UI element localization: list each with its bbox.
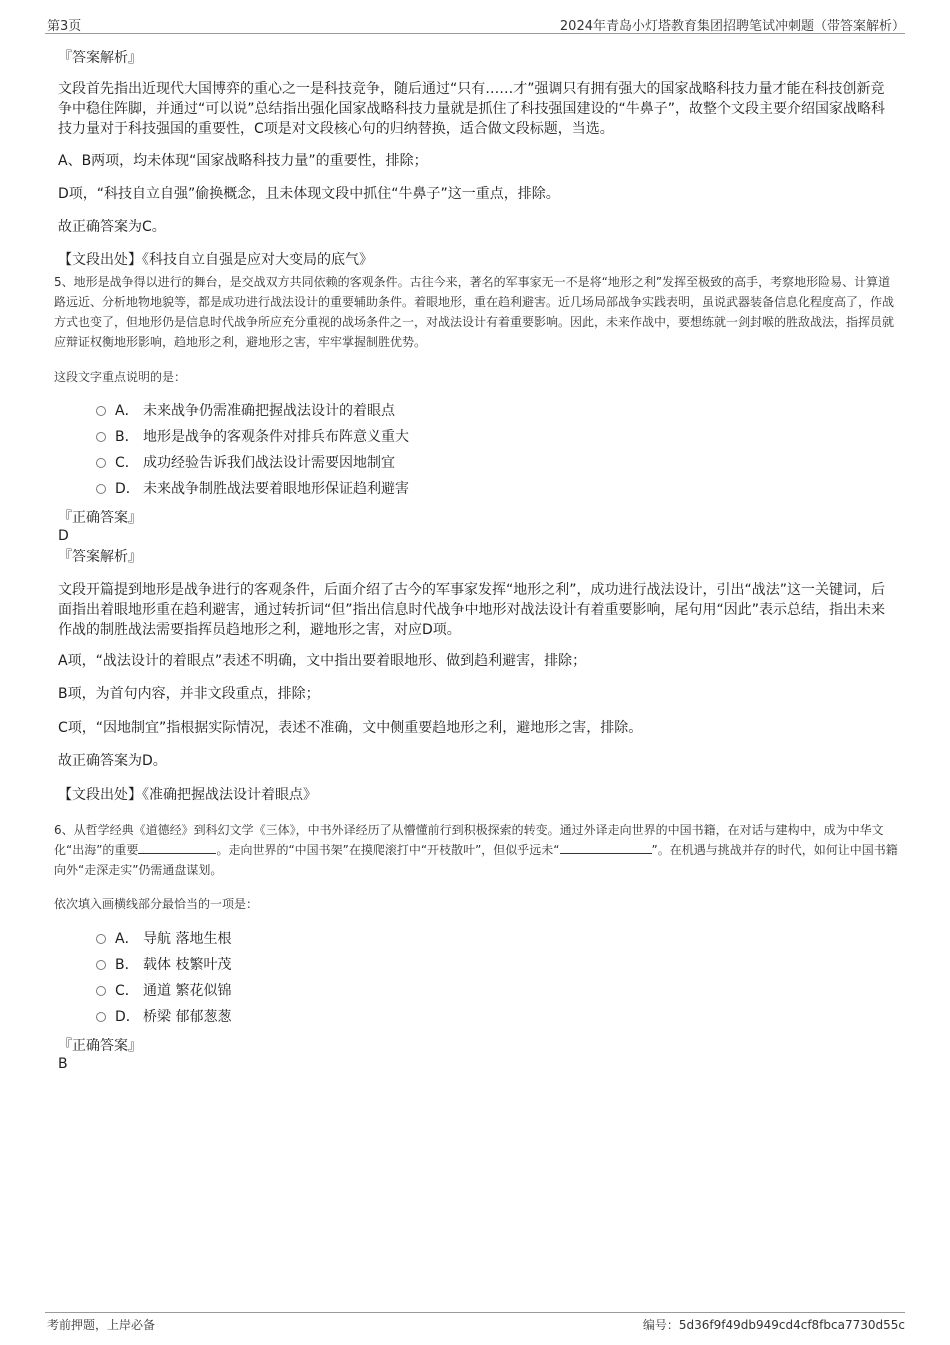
stem-text: 。走向世界的“中国书架”在摸爬滚打中“开枝散叶”，但似乎远未“ xyxy=(216,843,560,857)
fill-blank-2 xyxy=(560,841,652,854)
option-letter: B． xyxy=(115,957,139,973)
stem-text: ”。在机遇与挑战并存的时代，如何让中国书籍向外“走深走实”仍需通盘谋划。 xyxy=(54,843,898,877)
question-prompt: 这段文字重点说明的是： xyxy=(54,370,187,384)
radio-icon[interactable] xyxy=(96,432,106,442)
radio-icon[interactable] xyxy=(96,934,106,944)
option-letter: B． xyxy=(115,429,139,445)
analysis-label: 『答案解析』 xyxy=(58,50,142,66)
radio-icon[interactable] xyxy=(96,960,106,970)
option-text: 未来战争制胜战法要着眼地形保证趋利避害 xyxy=(143,481,409,497)
option-letter: C． xyxy=(115,983,139,999)
analysis-paragraph: 文段开篇提到地形是战争进行的客观条件，后面介绍了古今的军事家发挥“地形之利”，成功进行战法设计，引出“战法”这一关键词，后面指出着眼地形重在趋利避害，通过转折词“但”指出信息时代战争中地形对战法设计有着重要影响，尾句用“因此”表示总结，指出未来作战的制胜战法需要指挥员趋地形之利，避地形之害，对应D项。 xyxy=(58,582,886,638)
document-code: 编号：5d36f9f49db949cd4cf8fbca7730d55c xyxy=(642,1318,905,1332)
passage-source: 【文段出处】《准确把握战法设计着眼点》 xyxy=(58,787,317,803)
option-c[interactable] xyxy=(96,981,231,1001)
option-a[interactable] xyxy=(96,929,231,949)
document-title: 2024年青岛小灯塔教育集团招聘笔试冲刺题（带答案解析） xyxy=(559,19,905,34)
page-header xyxy=(45,13,905,34)
analysis-option-note: D项，“科技自立自强”偷换概念，且未体现文段中抓住“牛鼻子”这一重点，排除。 xyxy=(58,186,560,202)
option-text: 成功经验告诉我们战法设计需要因地制宜 xyxy=(143,455,395,471)
radio-icon[interactable] xyxy=(96,406,106,416)
footer-slogan: 考前押题，上岸必备 xyxy=(47,1318,156,1332)
question-stem xyxy=(54,820,898,880)
analysis-conclusion: 故正确答案为D。 xyxy=(58,753,167,769)
option-letter: C． xyxy=(115,455,139,471)
option-letter: A． xyxy=(115,931,139,947)
option-text: 未来战争仍需准确把握战法设计的着眼点 xyxy=(143,403,395,419)
stem-text: 6、从哲学经典《道德经》到科幻文学《三体》，中书外译经历了从懵懂前行到积极探索的转变。通过外译走向世界的中国书籍，在对话与建构中，成为中华文化“出海”的重要 xyxy=(54,823,884,857)
question-stem: 5、地形是战争得以进行的舞台，是交战双方共同依赖的客观条件。古往今来，著名的军事家无一不是将“地形之利”发挥至极致的高手，考察地形险易、计算道路远近、分析地物地貌等，都是成功进行战法设计的重要辅助条件。着眼地形，重在趋利避害。近几场局部战争实践表明，虽说武器装备信息化程度高了，作战方式也变了，但地形仍是信息时代战争所应充分重视的战场条件之一，对战法设计有着重要影响。因此，未来作战中，要想练就一剑封喉的胜敌战法，指挥员就应辩证权衡地形影响，趋地形之利，避地形之害，牢牢掌握制胜优势。 xyxy=(54,275,895,349)
option-d[interactable] xyxy=(96,479,409,499)
correct-answer: D xyxy=(58,528,69,544)
analysis-label: 『答案解析』 xyxy=(58,549,142,565)
page-footer xyxy=(45,1312,905,1337)
correct-answer-label: 『正确答案』 xyxy=(58,510,142,526)
analysis-option-note: A项，“战法设计的着眼点”表述不明确，文中指出要着眼地形、做到趋利避害，排除； xyxy=(58,653,587,669)
option-a[interactable] xyxy=(96,401,395,421)
option-letter: D． xyxy=(115,1009,140,1025)
radio-icon[interactable] xyxy=(96,458,106,468)
radio-icon[interactable] xyxy=(96,484,106,494)
analysis-conclusion: 故正确答案为C。 xyxy=(58,219,166,235)
analysis-option-note: A、B两项，均未体现“国家战略科技力量”的重要性，排除； xyxy=(58,153,428,169)
correct-answer: B xyxy=(58,1056,68,1072)
option-c[interactable] xyxy=(96,453,395,473)
radio-icon[interactable] xyxy=(96,986,106,996)
option-text: 桥梁 郁郁葱葱 xyxy=(143,1009,232,1025)
analysis-paragraph: 文段首先指出近现代大国博弈的重心之一是科技竞争，随后通过“只有……才”强调只有拥有强大的国家战略科技力量才能在科技创新竞争中稳住阵脚，并通过“可以说”总结指出强化国家战略科技力量就是抓住了科技强国建设的“牛鼻子”，故整个文段主要介绍国家战略科技力量对于科技强国的重要性，C项是对文段核心句的归纳替换，适合做文段标题，当选。 xyxy=(58,81,886,137)
option-b[interactable] xyxy=(96,955,231,975)
question-prompt: 依次填入画横线部分最恰当的一项是： xyxy=(54,897,259,911)
option-text: 导航 落地生根 xyxy=(143,931,232,947)
radio-icon[interactable] xyxy=(96,1012,106,1022)
correct-answer-label: 『正确答案』 xyxy=(58,1038,142,1054)
page-number: 第3页 xyxy=(47,19,82,34)
analysis-option-note: C项，“因地制宜”指根据实际情况，表述不准确，文中侧重要趋地形之利，避地形之害，排除。 xyxy=(58,720,643,736)
analysis-option-note: B项，为首句内容，并非文段重点，排除； xyxy=(58,686,320,702)
option-b[interactable] xyxy=(96,427,409,447)
option-text: 通道 繁花似锦 xyxy=(143,983,232,999)
option-text: 载体 枝繁叶茂 xyxy=(143,957,232,973)
option-letter: A． xyxy=(115,403,139,419)
option-letter: D． xyxy=(115,481,140,497)
option-text: 地形是战争的客观条件对排兵布阵意义重大 xyxy=(143,429,409,445)
passage-source: 【文段出处】《科技自立自强是应对大变局的底气》 xyxy=(58,252,373,268)
fill-blank-1 xyxy=(138,841,216,854)
option-d[interactable] xyxy=(96,1007,231,1027)
